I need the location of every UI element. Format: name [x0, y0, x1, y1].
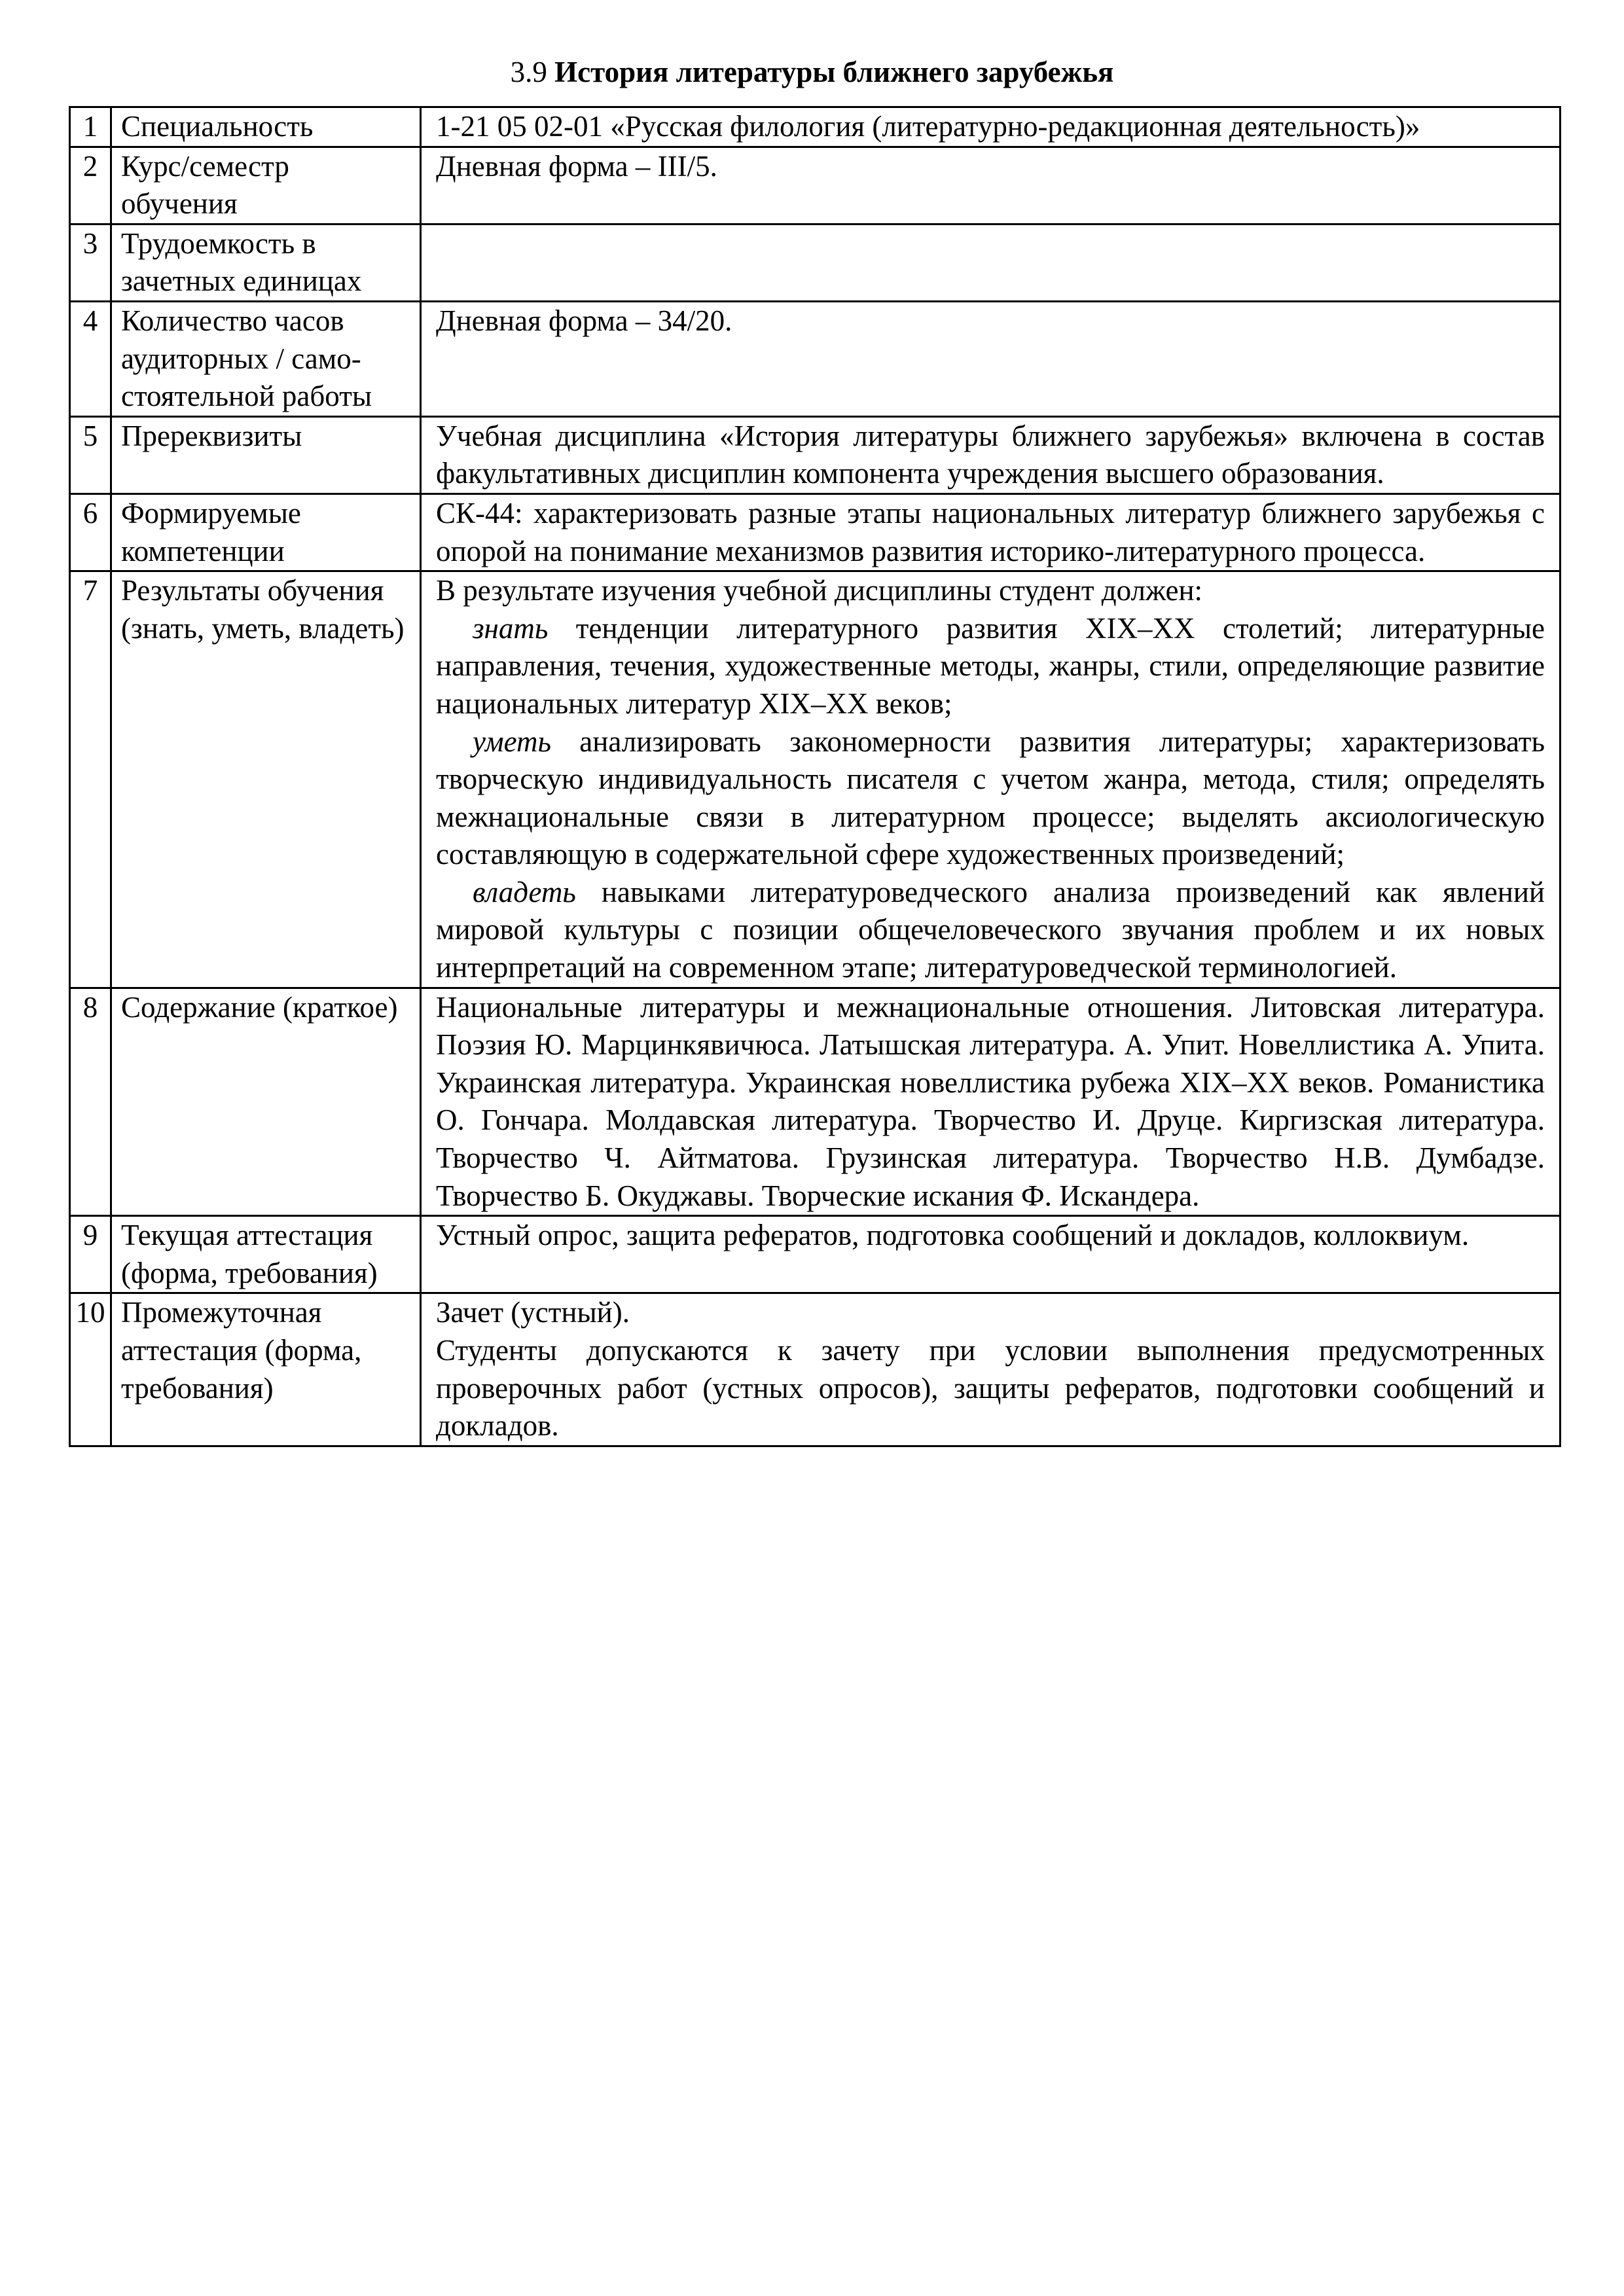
row-label: Пререквизиты	[111, 416, 421, 493]
row-label: Текущая аттестация (форма, требования)	[111, 1216, 421, 1293]
learning-outcomes	[421, 571, 1561, 988]
row-value: Дневная форма – 34/20.	[421, 301, 1561, 416]
table-row	[70, 1216, 1561, 1293]
outcome-text: тенденции литературного развития XIX–XX столетий; литературные направления, течения, художественные методы, жанры, стили, определяющие развитие национальных литератур XIX–XX веков;	[436, 611, 1545, 720]
outcome-text: анализировать закономерности развития литературы; характеризовать творческую индивидуальность писателя с учетом жанра, метода, стиля; определять межнациональные связи в литературном процессе; выделять аксиологическую составляющую в содержательной сфере художественных произведений;	[436, 725, 1545, 871]
row-value: Учебная дисциплина «История литературы ближнего зарубежья» включена в состав факультативных дисциплин компонента учреждения высшего образования.	[421, 416, 1561, 493]
row-value: 1-21 05 02-01 «Русская филология (литературно-редакционная деятельность)»	[421, 107, 1561, 147]
outcome-term: знать	[473, 611, 549, 645]
row-number: 3	[70, 224, 111, 301]
row-label: Трудоемкость в зачетных единицах	[111, 224, 421, 301]
outcome-term: владеть	[473, 875, 576, 908]
row-value: СК-44: характеризовать разные этапы национальных литератур ближнего зарубежья с опорой на понимание механизмов развития историко-литературного процесса.	[421, 493, 1561, 571]
row-number: 10	[70, 1293, 111, 1446]
row-value	[421, 224, 1561, 301]
row-number: 6	[70, 493, 111, 571]
row-number: 2	[70, 147, 111, 224]
table-row	[70, 301, 1561, 416]
assessment-form: Зачет (устный).	[436, 1296, 630, 1329]
page-title	[0, 51, 1624, 93]
row-value: Дневная форма – III/5.	[421, 147, 1561, 224]
row-label: Содержание (краткое)	[111, 988, 421, 1216]
table-row	[70, 493, 1561, 571]
row-label: Промежуточная аттестация (форма, требования)	[111, 1293, 421, 1446]
row-number: 4	[70, 301, 111, 416]
outcomes-intro: В результате изучения учебной дисциплины студент должен:	[436, 574, 1203, 607]
table-row	[70, 224, 1561, 301]
table-row	[70, 147, 1561, 224]
row-number: 8	[70, 988, 111, 1216]
section-number: 3.9	[510, 56, 547, 88]
outcome-own	[436, 874, 1545, 987]
table-row	[70, 571, 1561, 988]
outcome-can	[436, 723, 1545, 874]
table-row	[70, 1293, 1561, 1446]
row-number: 7	[70, 571, 111, 988]
discipline-info-table	[69, 106, 1561, 1447]
row-value: Устный опрос, защита рефератов, подготовка сообщений и докладов, коллоквиум.	[421, 1216, 1561, 1293]
assessment-requirements: Студенты допускаются к зачету при условии выполнения предусмотренных проверочных работ (устных опросов), защиты рефератов, подготовки сообщений и докладов.	[436, 1334, 1545, 1443]
table-row	[70, 416, 1561, 493]
row-label: Количество часов аудиторных / само-стоятельной работы	[111, 301, 421, 416]
table-row	[70, 988, 1561, 1216]
row-value	[421, 1293, 1561, 1446]
outcome-text: навыками литературоведческого анализа произведений как явлений мировой культуры с позиции общечеловеческого звучания проблем и их новых интерпретаций на современном этапе; литературоведческой терминологией.	[436, 875, 1545, 984]
table-row	[70, 107, 1561, 147]
outcome-know	[436, 610, 1545, 723]
outcome-term: уметь	[473, 725, 551, 758]
row-number: 9	[70, 1216, 111, 1293]
row-number: 1	[70, 107, 111, 147]
row-label: Формируемые компетенции	[111, 493, 421, 571]
row-number: 5	[70, 416, 111, 493]
row-label: Курс/семестр обучения	[111, 147, 421, 224]
section-name: История литературы ближнего зарубежья	[554, 56, 1114, 88]
row-label: Результаты обучения (знать, уметь, владеть)	[111, 571, 421, 988]
row-label: Специальность	[111, 107, 421, 147]
row-value: Национальные литературы и межнациональные отношения. Литовская литература. Поэзия Ю. Марцинкявичюса. Латышская литература. А. Упит. Новеллистика А. Упита. Украинская литература. Украинская новеллистика рубежа XIX–XX веков. Романистика О. Гончара. Молдавская литература. Творчество И. Друце. Киргизская литература. Творчество Ч. Айтматова. Грузинская литература. Творчество Н.В. Думбадзе. Творчество Б. Окуджавы. Творческие искания Ф. Искандера.	[421, 988, 1561, 1216]
